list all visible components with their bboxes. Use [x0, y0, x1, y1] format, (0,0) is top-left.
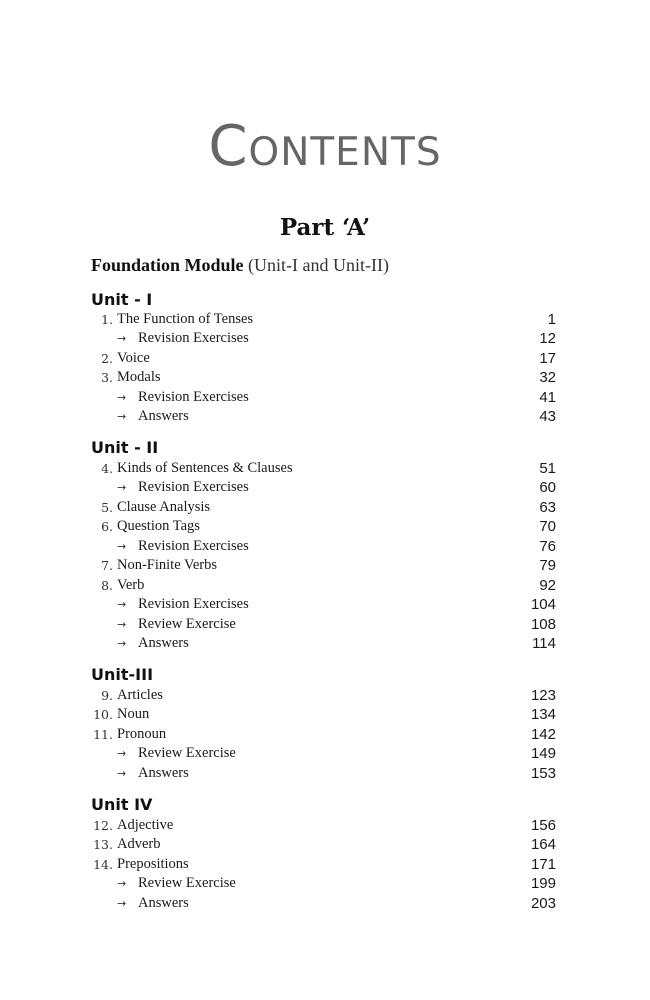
arrow-icon: →	[117, 481, 127, 494]
entry-title: Answers	[138, 408, 189, 424]
arrow-icon: →	[117, 540, 127, 553]
entry-number: 9.	[101, 688, 113, 703]
arrow-icon: →	[117, 332, 127, 345]
entry-title: Modals	[117, 369, 161, 385]
toc-entry[interactable]	[91, 349, 556, 368]
module-subtitle: (Unit-I and Unit-II)	[248, 255, 389, 275]
entry-title: Pronoun	[117, 726, 167, 742]
toc-subentry[interactable]	[91, 595, 556, 614]
toc-entry[interactable]	[91, 686, 556, 705]
unit-heading: Unit IV	[91, 795, 153, 814]
unit-heading: Unit - II	[91, 438, 159, 457]
arrow-icon: →	[117, 598, 127, 611]
entry-page: 79	[539, 557, 556, 574]
entry-number: 11.	[93, 727, 113, 742]
unit-heading: Unit-III	[91, 665, 154, 684]
entry-page: 70	[539, 518, 556, 535]
entry-page: 76	[539, 538, 556, 555]
entry-title: Revision Exercises	[138, 389, 249, 405]
toc-entry[interactable]	[91, 835, 556, 854]
entry-page: 12	[539, 330, 556, 347]
entry-title: Non-Finite Verbs	[117, 557, 218, 573]
entry-number: 3.	[101, 370, 113, 385]
toc-subentry[interactable]	[91, 744, 556, 763]
entry-page: 1	[547, 311, 556, 328]
entry-number: 13.	[93, 837, 113, 852]
arrow-icon: →	[117, 410, 127, 423]
entry-number: 6.	[101, 519, 113, 534]
arrow-icon: →	[117, 391, 127, 404]
entry-page: 60	[539, 479, 556, 496]
entry-page: 51	[539, 460, 556, 477]
toc-subentry[interactable]	[91, 329, 556, 348]
toc-entry[interactable]	[91, 576, 556, 595]
entry-page: 43	[539, 408, 556, 425]
entry-title: Revision Exercises	[138, 330, 249, 346]
entry-page: 153	[530, 765, 556, 782]
toc-entry[interactable]	[91, 517, 556, 536]
entry-page: 32	[539, 369, 556, 386]
entry-number: 4.	[101, 461, 113, 476]
entry-title: Review Exercise	[138, 616, 236, 632]
toc-entry[interactable]	[91, 855, 556, 874]
part-heading: Part ‘A’	[279, 214, 371, 241]
entry-page: 63	[539, 499, 556, 516]
entry-number: 1.	[101, 312, 113, 327]
entry-title: Revision Exercises	[138, 596, 249, 612]
entry-title: Answers	[138, 635, 189, 651]
toc-subentry[interactable]	[91, 615, 556, 634]
entry-title: Kinds of Sentences & Clauses	[117, 460, 293, 476]
entry-page: 142	[530, 726, 556, 743]
entry-title: Prepositions	[117, 856, 189, 872]
entry-title: Revision Exercises	[138, 538, 249, 554]
entry-title: Answers	[138, 765, 189, 781]
entry-title: Adjective	[117, 817, 174, 833]
entry-page: 17	[539, 350, 556, 367]
toc-entry[interactable]	[91, 368, 556, 387]
page-title: Contents	[208, 114, 442, 179]
arrow-icon: →	[117, 897, 127, 910]
arrow-icon: →	[117, 618, 127, 631]
entry-page: 114	[532, 635, 556, 652]
toc-entry[interactable]	[91, 705, 556, 724]
toc-subentry[interactable]	[91, 478, 556, 497]
entry-page: 108	[530, 616, 556, 633]
entry-title: Revision Exercises	[138, 479, 249, 495]
entry-page: 92	[539, 577, 556, 594]
toc-entry[interactable]	[91, 816, 556, 835]
entry-page: 164	[530, 836, 556, 853]
entry-number: 5.	[101, 500, 113, 515]
entry-page: 156	[530, 817, 556, 834]
entry-title: Adverb	[117, 836, 161, 852]
module-title: Foundation Module	[91, 255, 244, 275]
toc-subentry[interactable]	[91, 874, 556, 893]
entry-page: 104	[530, 596, 556, 613]
entry-page: 134	[530, 706, 556, 723]
module-heading	[91, 255, 389, 276]
entry-page: 123	[530, 687, 556, 704]
entry-number: 14.	[93, 857, 113, 872]
entry-page: 199	[530, 875, 556, 892]
entry-title: Voice	[117, 350, 150, 366]
entry-title: Noun	[117, 706, 150, 722]
entry-number: 2.	[101, 351, 113, 366]
entry-number: 7.	[101, 558, 113, 573]
entry-page: 203	[530, 895, 556, 912]
toc-subentry[interactable]	[91, 537, 556, 556]
arrow-icon: →	[117, 877, 127, 890]
toc-subentry[interactable]	[91, 764, 556, 783]
entry-title: Articles	[117, 687, 163, 703]
toc-subentry[interactable]	[91, 894, 556, 913]
entry-title: Verb	[117, 577, 145, 593]
entry-title: Question Tags	[117, 518, 200, 534]
arrow-icon: →	[117, 747, 127, 760]
toc-entry[interactable]	[91, 556, 556, 575]
toc-entry[interactable]	[91, 725, 556, 744]
entry-title: The Function of Tenses	[117, 311, 254, 327]
toc-entry[interactable]	[91, 310, 556, 329]
entry-page: 41	[539, 389, 556, 406]
entry-number: 8.	[101, 578, 113, 593]
entry-page: 149	[530, 745, 556, 762]
toc-entry[interactable]	[91, 498, 556, 517]
entry-title: Answers	[138, 895, 189, 911]
toc-subentry[interactable]	[91, 634, 556, 653]
arrow-icon: →	[117, 637, 127, 650]
unit-heading: Unit - I	[91, 290, 153, 309]
entry-title: Review Exercise	[138, 875, 236, 891]
entry-title: Clause Analysis	[117, 499, 211, 515]
entry-page: 171	[530, 856, 556, 873]
arrow-icon: →	[117, 767, 127, 780]
toc-entry[interactable]	[91, 459, 556, 478]
entry-number: 12.	[93, 818, 113, 833]
toc-subentry[interactable]	[91, 388, 556, 407]
toc-subentry[interactable]	[91, 407, 556, 426]
entry-title: Review Exercise	[138, 745, 236, 761]
entry-number: 10.	[93, 707, 113, 722]
